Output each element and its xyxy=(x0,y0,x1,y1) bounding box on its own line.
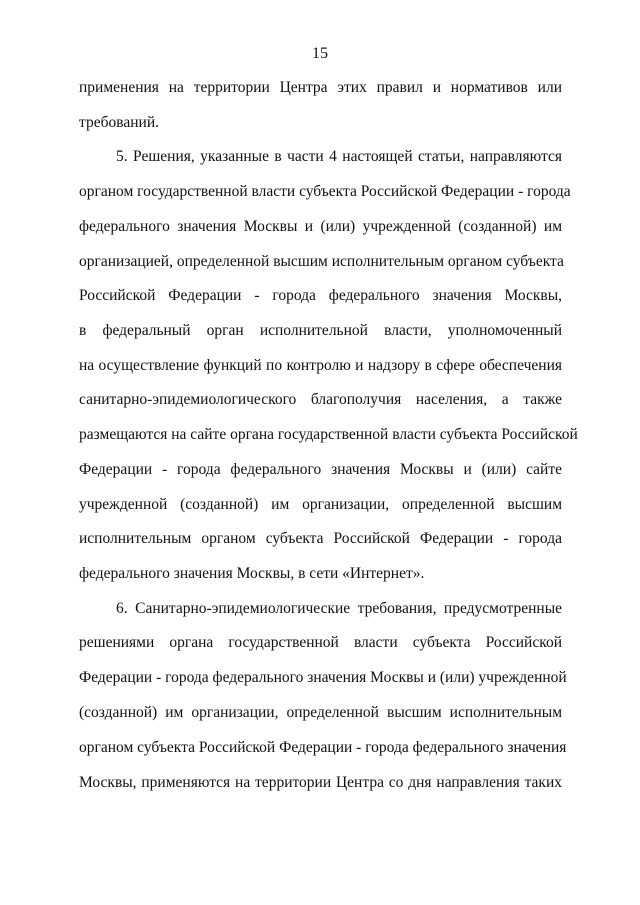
text-line: санитарно-эпидемиологического благополучия населения, а также xyxy=(79,391,562,408)
text-line: (созданной) им организации, определенной высшим исполнительным xyxy=(79,704,562,721)
text-line: на осуществление функций по контролю и надзору в сфере обеспечения xyxy=(79,357,562,374)
text-line: организацией, определенной высшим исполнительным органом субъекта xyxy=(79,253,564,270)
text-line: учрежденной (созданной) им организации, определенной высшим xyxy=(79,496,562,513)
text-line: требований. xyxy=(79,114,159,131)
text-line: федерального значения Москвы, в сети «Интернет». xyxy=(79,565,425,582)
text-line: Москвы, применяются на территории Центра со дня направления таких xyxy=(79,774,562,791)
text-line: органом государственной власти субъекта Российской Федерации - города xyxy=(79,183,571,200)
text-line: в федеральный орган исполнительной власти, уполномоченный xyxy=(79,322,562,339)
text-line: Федерации - города федерального значения Москвы и (или) сайте xyxy=(79,461,562,478)
text-line: Федерации - города федерального значения Москвы и (или) учрежденной xyxy=(79,669,567,686)
text-line: органом субъекта Российской Федерации - города федерального значения xyxy=(79,739,567,756)
text-line: Российской Федерации - города федерального значения Москвы, xyxy=(79,287,562,304)
text-line: размещаются на сайте органа государственной власти субъекта Российской xyxy=(79,426,578,443)
text-line: решениями органа государственной власти субъекта Российской xyxy=(79,634,562,651)
text-line: применения на территории Центра этих правил и нормативов или xyxy=(79,79,562,96)
text-line: 6. Санитарно-эпидемиологические требования, предусмотренные xyxy=(116,600,562,617)
text-line: 5. Решения, указанные в части 4 настоящей статьи, направляются xyxy=(116,148,562,165)
text-line: федерального значения Москвы и (или) учрежденной (созданной) им xyxy=(79,218,562,235)
page-number: 15 xyxy=(312,45,328,62)
text-line: исполнительным органом субъекта Российской Федерации - города xyxy=(79,530,562,547)
